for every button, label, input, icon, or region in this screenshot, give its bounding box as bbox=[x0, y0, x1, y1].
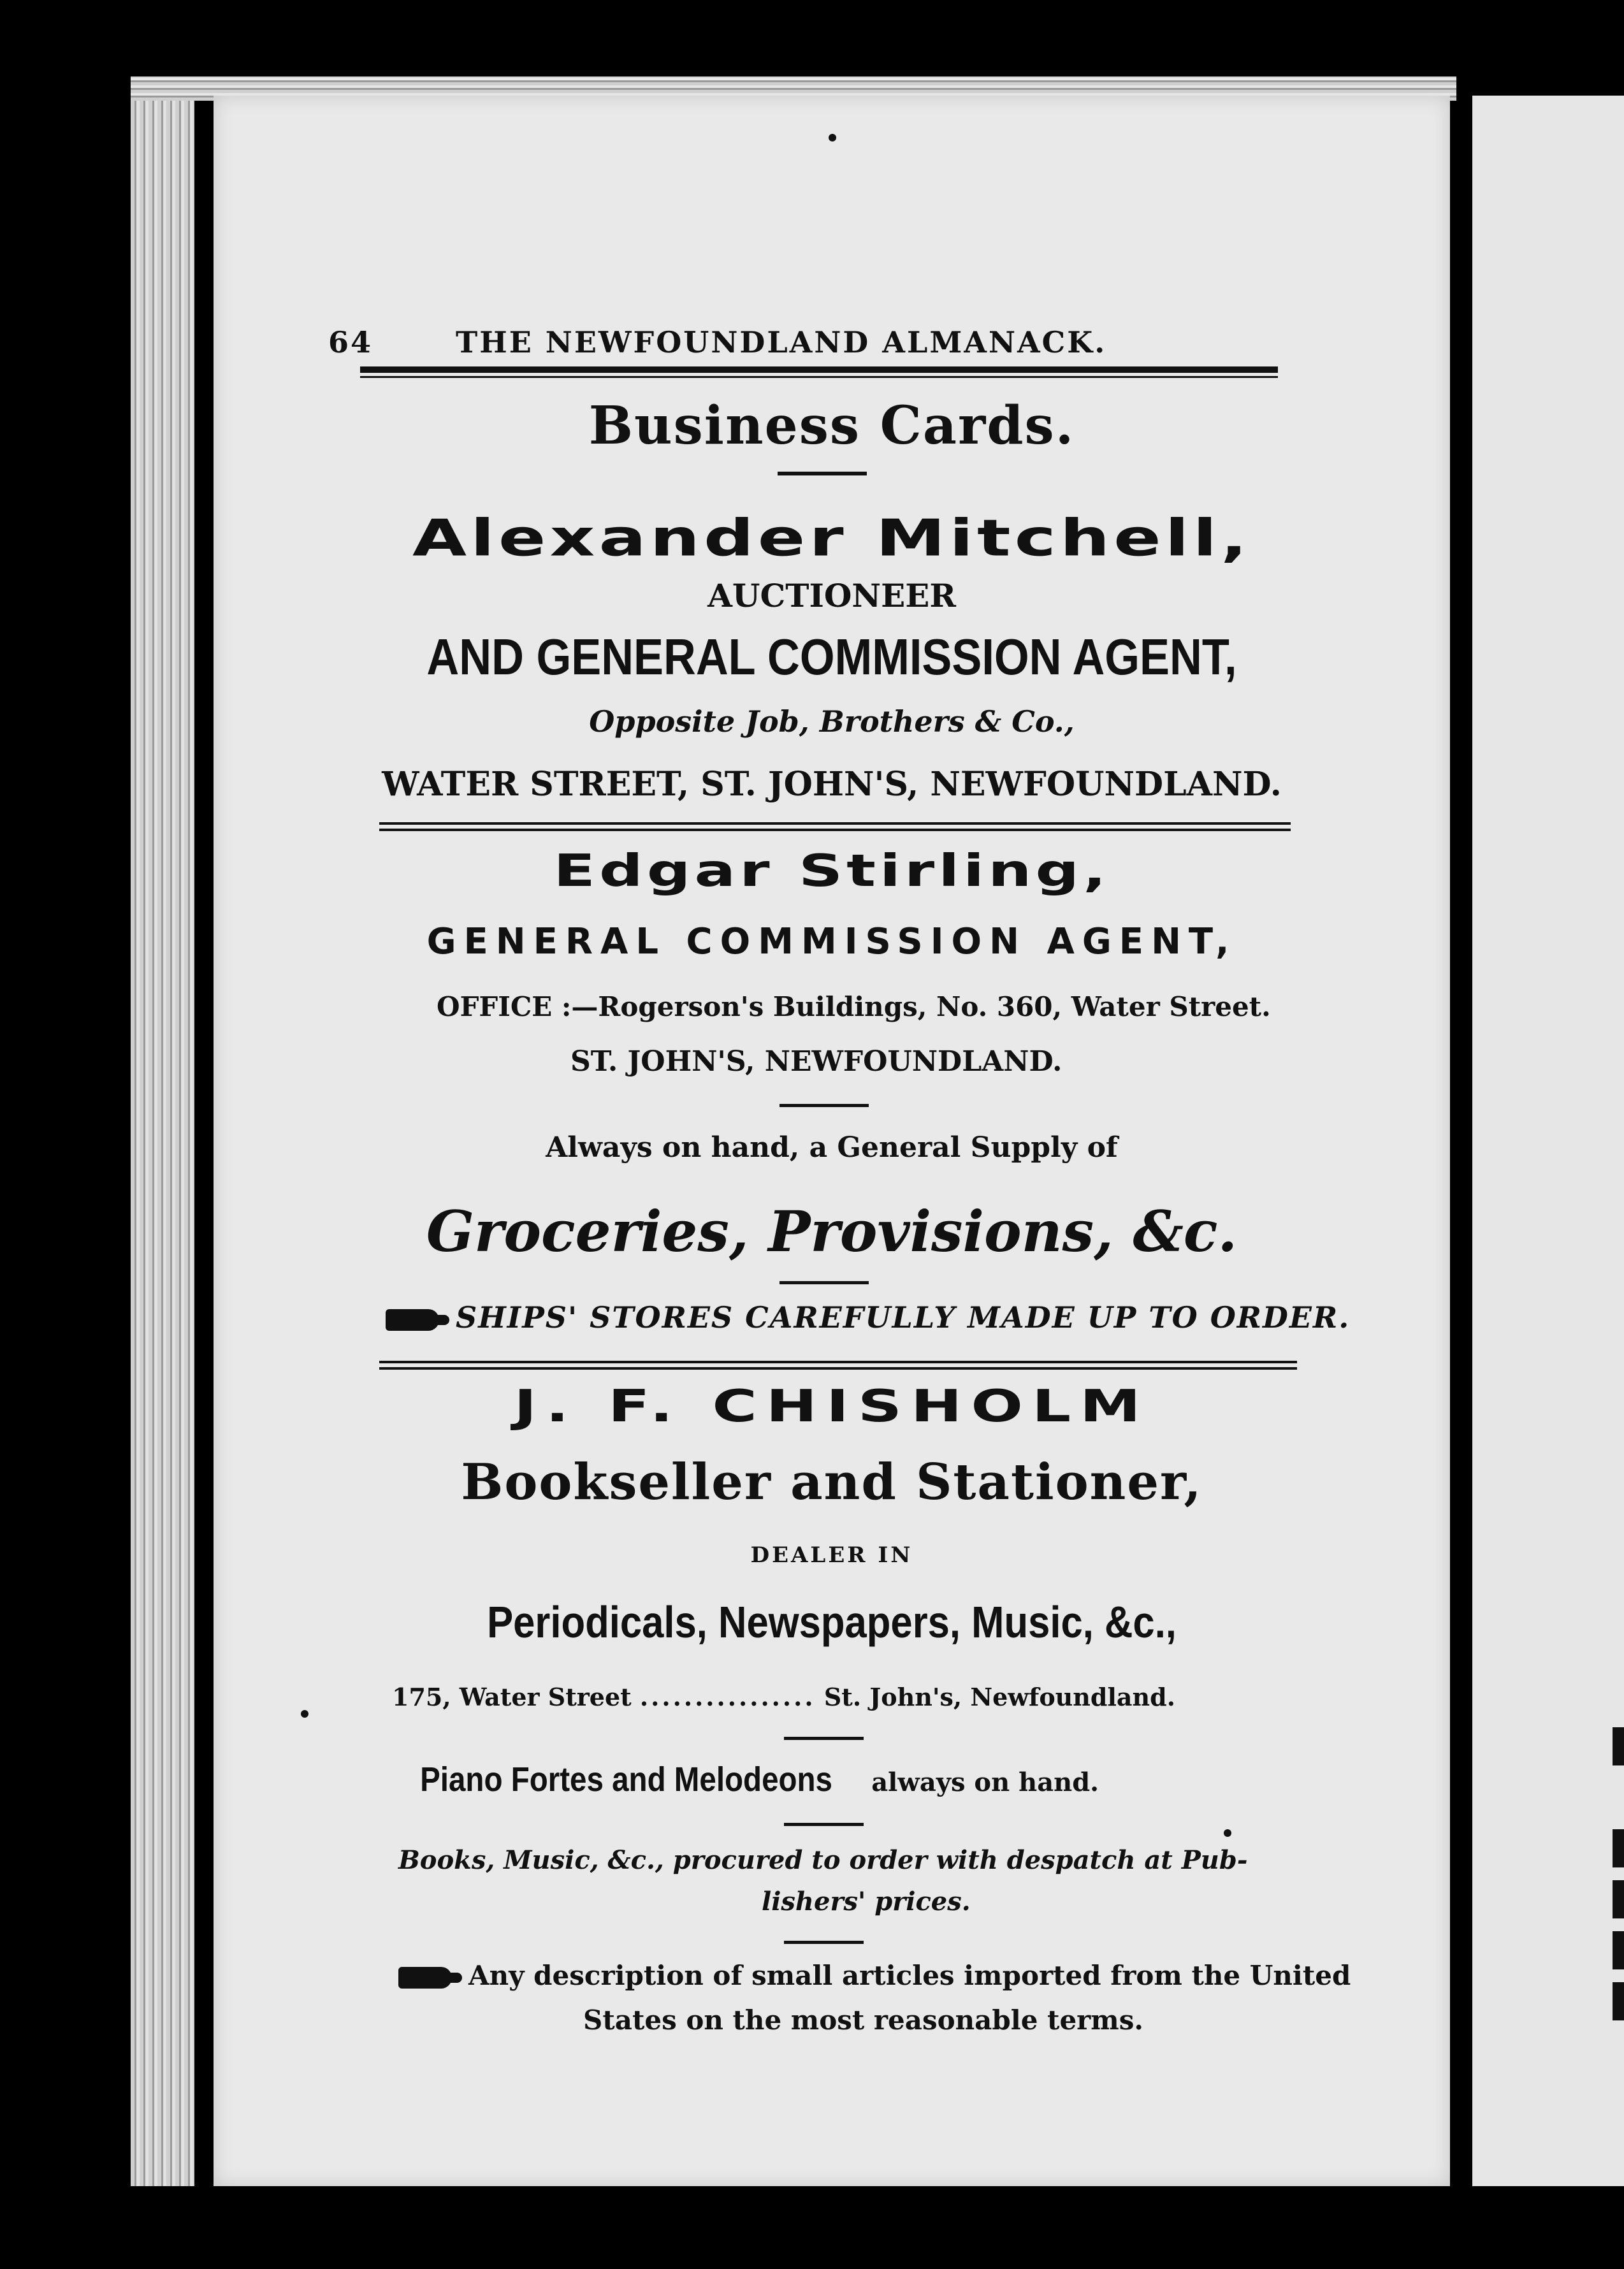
pointing-hand-icon bbox=[386, 1309, 439, 1331]
leader-dots: ................ bbox=[639, 1683, 816, 1711]
card3-imports-line2: States on the most reasonable terms. bbox=[583, 2004, 1144, 2036]
print-speck bbox=[1224, 1829, 1231, 1837]
card2-office: OFFICE :—Rogerson's Buildings, No. 360, Water Street. bbox=[437, 991, 1271, 1022]
card3-role: Bookseller and Stationer, bbox=[461, 1453, 1203, 1511]
card3-pianos-tail: always on hand. bbox=[871, 1767, 1099, 1797]
card1-name: Alexander Mitchell, bbox=[412, 508, 1251, 568]
pointing-hand-icon bbox=[398, 1967, 452, 1989]
divider bbox=[784, 1737, 864, 1740]
card3-books-line1: Books, Music, &c., procured to order with despatch at Pub- bbox=[398, 1845, 1248, 1875]
card-separator bbox=[379, 1361, 1297, 1363]
card2-role: GENERAL COMMISSION AGENT, bbox=[426, 921, 1237, 962]
facing-page-edge bbox=[1472, 96, 1624, 2186]
card3-items: Periodicals, Newspapers, Music, &c., bbox=[487, 1597, 1177, 1647]
card3-pianos-lead: Piano Fortes and Melodeons bbox=[420, 1760, 832, 1799]
section-title: Business Cards. bbox=[588, 395, 1075, 456]
divider bbox=[779, 1104, 869, 1107]
card3-address-right: St. John's, Newfoundland. bbox=[823, 1683, 1175, 1711]
card2-name: Edgar Stirling, bbox=[553, 845, 1110, 897]
head-rule-thin bbox=[360, 376, 1278, 378]
divider bbox=[784, 1823, 864, 1826]
card1-role2: AND GENERAL COMMISSION AGENT, bbox=[426, 628, 1237, 685]
print-speck bbox=[829, 134, 836, 141]
card-separator bbox=[379, 1367, 1297, 1370]
divider bbox=[778, 472, 867, 475]
card3-address-left: 175, Water Street bbox=[392, 1683, 632, 1711]
print-speck bbox=[301, 1710, 308, 1718]
facing-page-fragment bbox=[1613, 1727, 1624, 1765]
divider bbox=[784, 1941, 864, 1944]
card2-city: ST. JOHN'S, NEWFOUNDLAND. bbox=[570, 1045, 1062, 1078]
card2-goods: Groceries, Provisions, &c. bbox=[426, 1198, 1238, 1265]
page-number: 64 bbox=[328, 325, 373, 359]
card3-books-line2: lishers' prices. bbox=[762, 1887, 971, 1917]
card-separator bbox=[379, 829, 1291, 831]
card1-address: WATER STREET, ST. JOHN'S, NEWFOUNDLAND. bbox=[382, 765, 1282, 804]
facing-page-fragment bbox=[1613, 1982, 1624, 2020]
divider bbox=[779, 1281, 869, 1284]
card3-dealer: DEALER IN bbox=[750, 1542, 913, 1568]
card2-ships-line bbox=[386, 1300, 1350, 1335]
card3-pianos-line bbox=[392, 1759, 1099, 1799]
card2-supply-note: Always on hand, a General Supply of bbox=[546, 1131, 1118, 1164]
almanack-page bbox=[214, 96, 1450, 2186]
card1-location-note: Opposite Job, Brothers & Co., bbox=[589, 704, 1075, 739]
head-rule-thick bbox=[360, 366, 1278, 373]
card3-address-row bbox=[392, 1683, 1297, 1711]
card1-role: AUCTIONEER bbox=[707, 577, 956, 614]
facing-page-fragment bbox=[1613, 1931, 1624, 1969]
page-stack-edge-left bbox=[131, 76, 194, 2186]
facing-page-fragment bbox=[1613, 1829, 1624, 1867]
card3-imports-row bbox=[398, 1960, 1351, 1991]
card3-imports-line1: Any description of small articles imported from the United bbox=[468, 1960, 1351, 1991]
card2-ships-note: SHIPS' STORES CAREFULLY MADE UP TO ORDER. bbox=[456, 1300, 1351, 1335]
facing-page-fragment bbox=[1613, 1880, 1624, 1918]
card3-name: J. F. CHISHOLM bbox=[514, 1380, 1150, 1432]
running-title: THE NEWFOUNDLAND ALMANACK. bbox=[456, 325, 1107, 359]
card-separator bbox=[379, 822, 1291, 825]
